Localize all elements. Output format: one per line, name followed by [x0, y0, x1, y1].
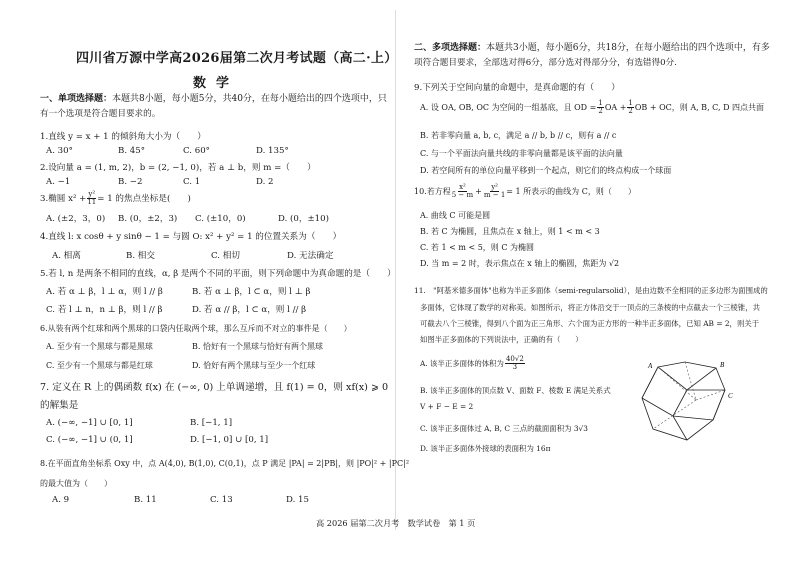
q8-option-d[interactable]: D. 15: [286, 495, 309, 505]
edge: [687, 368, 716, 390]
page-footer: 高 2026 届第二次月考 数学试卷 第 1 页: [316, 518, 476, 528]
q5-stem: 5.若 l, n 是两条不相同的直线，α, β 是两个不同的平面，则下列命题中为真命题的是（ ）: [40, 269, 396, 279]
exam-title: 四川省万源中学高2026届第二次月考试题（高二·上）: [76, 51, 398, 66]
q11-option-b-line2: V + F − E = 2: [420, 402, 474, 411]
q3-frac-den: 11: [87, 198, 97, 207]
q3-frac-num: y²: [88, 190, 96, 198]
q1-option-c[interactable]: C. 60°: [183, 146, 210, 156]
q9-opt-a-mid: OA +: [604, 102, 627, 112]
q9-frac2-den: 2: [628, 107, 633, 116]
q1-option-d[interactable]: D. 135°: [256, 146, 289, 156]
q7-stem: 7. 定义在 R 上的偶函数 f(x) 在 (−∞, 0) 上单调递增，且 f(1) = 0，则 xf(x) ⩾ 0: [40, 382, 389, 393]
q11-fraction: [505, 356, 525, 372]
q11-line1: 11. "阿基米德多面体"也称为半正多面体（semi-regularsolid），是由边数不全相同的正多边形为面围成的: [414, 286, 768, 295]
edge: [713, 390, 725, 420]
q6-stem: 6.从装有两个红球和两个黑球的口袋内任取两个球，那么互斥而不对立的事件是（ ）: [40, 324, 352, 333]
q7-option-d[interactable]: D. [−1, 0] ∪ [0, 1]: [190, 435, 269, 445]
subject-title: 数学: [193, 76, 240, 91]
q5-option-b[interactable]: B. 若 α ⊥ β，l ⊂ α，则 l ⊥ β: [192, 287, 311, 297]
q6-option-b[interactable]: B. 恰好有一个黑球与恰好有两个黑球: [192, 342, 323, 351]
q9-frac1-den: 2: [598, 107, 603, 116]
edge: [673, 390, 687, 416]
q10-option-b[interactable]: B. 若 C 为椭圆，且焦点在 x 轴上，则 1 < m < 3: [420, 227, 600, 236]
q11-option-b[interactable]: B. 该半正多面体的顶点数 V、面数 F、棱数 E 满足关系式: [420, 386, 611, 395]
polyhedron-figure: [636, 360, 736, 450]
q2-option-a[interactable]: A. −1: [46, 177, 71, 187]
q5-option-d[interactable]: D. 若 α // β，l ⊂ α，则 l // β: [192, 305, 307, 315]
q4-stem: 4.直线 l: x cosθ + y sinθ − 1 = 与圆 O: x² + y² = 1 的位置关系为（ ）: [40, 232, 342, 242]
q7-option-a[interactable]: A. (−∞, −1] ∪ [0, 1]: [46, 418, 133, 428]
q4-option-b[interactable]: B. 相交: [126, 251, 155, 261]
q9-opt-a-post: OB + OC，则 A, B, C, D 四点共面: [634, 102, 765, 112]
section2-instruction-line1: 本题共3小题，每小题6分，共18分，在每小题给出的四个选项中，有多: [486, 43, 770, 53]
q3-option-c[interactable]: C. (±10，0): [195, 214, 246, 224]
fig-label-b: B: [720, 361, 725, 369]
q4-option-d[interactable]: D. 无法确定: [287, 251, 334, 261]
q10-frac1-num: x²: [459, 183, 466, 191]
q2-stem: 2.设向量 a = (1, m, 2)，b = (2, −1, 0)，若 a ⊥ b，则 m =（ ）: [40, 163, 316, 173]
q9-opt-a-pre: A. 设 OA, OB, OC 为空间的一组基底，且 OD =: [420, 102, 597, 112]
q8-option-a[interactable]: A. 9: [52, 495, 70, 505]
q4-option-c[interactable]: C. 相切: [211, 251, 240, 261]
q10-frac2-den: m − 1: [483, 191, 506, 200]
q8-option-c[interactable]: C. 13: [210, 495, 233, 505]
hidden-edge: [685, 362, 696, 400]
q2-option-c[interactable]: C. 1: [183, 177, 201, 187]
q11-option-a[interactable]: [420, 356, 526, 372]
q2-option-b[interactable]: B. −2: [118, 177, 143, 187]
q3-stem: [40, 191, 191, 207]
q9-option-d[interactable]: D. 若空间所有的单位向量平移到一个起点，则它们的终点构成一个球面: [420, 166, 672, 175]
q11-opt-a-pre: A. 该半正多面体的体积为: [420, 359, 504, 369]
q6-option-d[interactable]: D. 恰好有两个黑球与至少一个红球: [192, 361, 316, 370]
q11-option-d[interactable]: D. 该半正多面体外接球的表面积为 16π: [420, 444, 551, 453]
section2-heading: [414, 44, 770, 53]
q10-option-d[interactable]: D. 当 m = 2 时，表示焦点在 x 轴上的椭圆，焦距为 √2: [420, 259, 620, 268]
q10-stem-post: = 1 所表示的曲线为 C，则（ ）: [506, 186, 636, 196]
q2-option-d[interactable]: D. 2: [256, 177, 274, 187]
section2-heading-label: 二、多项选择题：: [414, 43, 487, 53]
section2-instruction-line2: 项符合题目要求，全部选对得6分，部分选对得部分分，有选错得0分.: [414, 58, 677, 68]
q1-stem: 1.直线 y = x + 1 的倾斜角大小为（ ）: [40, 132, 206, 142]
q8-stem: 8.在平面直角坐标系 Oxy 中，点 A(4,0), B(1,0), C(0,1)，点 P 满足 |PA| = 2|PB|，则 |PO|² + |PC|²: [40, 459, 410, 468]
q11-frac-den: 3: [512, 363, 518, 372]
q7-option-b[interactable]: B. [−1, 1]: [190, 418, 233, 428]
q8-stem-line2: 的最大值为（ ）: [40, 479, 112, 488]
q9-fraction-1: [597, 100, 603, 116]
q11-option-c[interactable]: C. 该半正多面体过 A, B, C 三点的截面面积为 3√3: [420, 424, 588, 433]
q3-option-d[interactable]: D. (0，±10): [278, 214, 329, 224]
q4-option-a[interactable]: A. 相离: [52, 251, 81, 261]
q6-option-c[interactable]: C. 至少有一个黑球与都是红球: [46, 361, 153, 370]
q1-option-b[interactable]: B. 45°: [118, 146, 146, 156]
q7-stem-line2: 的解集是: [40, 400, 79, 411]
q10-frac1-den: 5 − m: [451, 191, 474, 200]
q3-stem-post: = 1 的焦点坐标是( ): [97, 193, 191, 204]
q9-frac1-num: 1: [598, 99, 603, 107]
q8-option-b[interactable]: B. 11: [134, 495, 157, 505]
section1-instruction-line2: 有一个选项是符合题目要求的。: [40, 109, 161, 119]
section1-heading: [40, 95, 387, 104]
q7-option-c[interactable]: C. (−∞, −1] ∪ (0, 1]: [46, 435, 133, 445]
fig-label-c: C: [728, 392, 733, 400]
q1-option-a[interactable]: A. 30°: [46, 146, 73, 156]
q10-option-a[interactable]: A. 曲线 C 可能是圆: [420, 211, 491, 220]
q5-option-c[interactable]: C. 若 l ⊥ n，n ⊥ β，则 l // β: [46, 305, 163, 315]
q9-option-a[interactable]: [420, 100, 764, 116]
section1-instruction-line1: 本题共8小题，每小题5分，共40分，在每小题给出的四个选项中，只: [112, 94, 387, 104]
q11-line4: 如图半正多面体的下列说法中，正确的有（ ）: [420, 335, 583, 344]
edge: [673, 416, 713, 420]
q11-line3: 可截去八个三棱锥，得到八个面为正三角形、六个面为正方形的一种半正多面体，已知 AB = 2，则关于: [420, 319, 760, 328]
q9-fraction-2: [627, 100, 633, 116]
q3-option-a[interactable]: A. (±2，3，0): [46, 214, 106, 224]
q10-frac2-num: y²: [491, 183, 498, 191]
q9-option-c[interactable]: C. 与一个平面法向量共线的非零向量都是该平面的法向量: [420, 149, 623, 158]
q10-option-c[interactable]: C. 若 1 < m < 5，则 C 为椭圆: [420, 243, 535, 252]
hidden-edge: [653, 400, 696, 429]
q5-option-a[interactable]: A. 若 α ⊥ β，l ⊥ α，则 l // β: [46, 287, 163, 297]
q3-stem-pre: 3.椭圆 x² +: [40, 193, 87, 204]
q10-stem-pre: 10.若方程: [414, 186, 451, 196]
q11-line2: 多面体，它体现了数学的对称美。如图所示，将正方体沿交于一顶点的三条棱的中点截去一个三棱锥，共: [420, 303, 760, 312]
q3-option-b[interactable]: B. (0，±2，3): [118, 214, 178, 224]
q3-fraction: [87, 191, 96, 207]
q6-option-a[interactable]: A. 至少有一个黑球与都是黑球: [46, 342, 153, 351]
q10-stem: 10.若方程 $\frac{\text{x²}}{5 - m}$ + $\frac{\text{y²}}{m - 1}$ = 1 所表示的曲线为 C，则（ ）: [414, 183, 636, 200]
q10-fraction-1: [452, 184, 473, 200]
q9-option-b[interactable]: B. 若非零向量 a, b, c，满足 a // b, b // c，则有 a // c: [420, 131, 617, 140]
q11-frac-num: 40√2: [505, 355, 524, 363]
hidden-edge: [696, 390, 725, 400]
fig-label-a: A: [648, 362, 653, 370]
q9-frac2-num: 1: [628, 99, 633, 107]
edge: [642, 367, 658, 398]
q10-fraction-2: [484, 184, 505, 200]
edge: [642, 398, 673, 416]
q9-stem: 9.下列关于空间向量的命题中，是真命题的有（ ）: [414, 83, 620, 93]
section1-heading-label: 一、单项选择题：: [40, 94, 113, 104]
